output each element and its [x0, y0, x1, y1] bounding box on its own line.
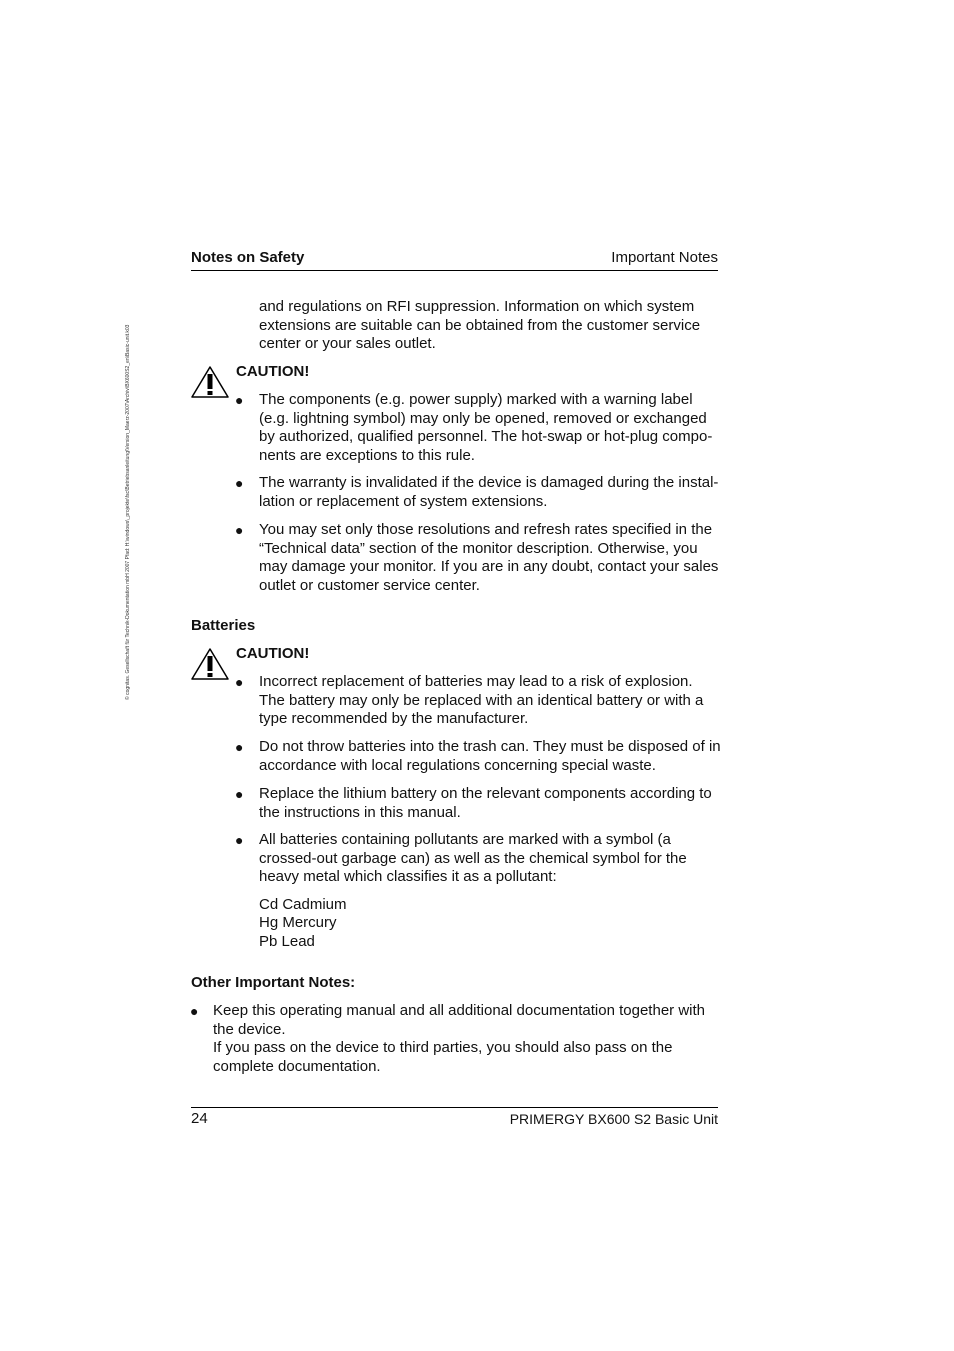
other-note-line2: If you pass on the device to third parties, you should also pass on the complete documentation.	[213, 1039, 673, 1075]
bullet-dot: ●	[235, 392, 244, 408]
bullet-dot: ●	[235, 522, 244, 538]
caution-item: The components (e.g. power supply) marked with a warning label (e.g. lightning symbol) may only be opened, removed or exchanged by authorized, qualified personnel. The hot-swap or hot-plug compo-nents are exceptions to this rule.	[259, 391, 713, 464]
caution-item: You may set only those resolutions and refresh rates specified in the “Technical data” section of the monitor description. Otherwise, you may damage your monitor. If you are in any doubt, contact your sales outlet or customer service center.	[259, 521, 719, 594]
other-note-line1: Keep this operating manual and all additional documentation together with the device.	[213, 1002, 705, 1038]
footer-rule	[191, 1107, 718, 1108]
caution-title: CAUTION!	[236, 645, 310, 662]
header-section-title: Notes on Safety	[191, 249, 305, 266]
bullet-dot: ●	[235, 786, 244, 802]
warning-triangle-icon	[190, 364, 230, 400]
metal-lead: Pb Lead	[259, 933, 315, 950]
header-chapter-title: Important Notes	[611, 249, 718, 266]
bullet-dot: ●	[235, 475, 244, 491]
warning-triangle-icon	[190, 646, 230, 682]
caution-item: The warranty is invalidated if the device is damaged during the instal-lation or replacement of system extensions.	[259, 474, 719, 510]
battery-item: All batteries containing pollutants are marked with a symbol (a crossed-out garbage can) as well as the chemical symbol for the heavy metal which classifies it as a pollutant:	[259, 831, 687, 885]
header-rule	[191, 270, 718, 271]
side-margin-path: © cognitas. Gesellschaft für Technik-Dokumentation mbH 2007 Pfad: H:\windows\_projekte\fsc\Betriebsanleitung\Version_Maerz-2007\Archiv\BX600S2_en\Basic-unit.k03	[125, 324, 131, 700]
metal-mercury: Hg Mercury	[259, 914, 337, 931]
bullet-dot: ●	[235, 739, 244, 755]
product-name: PRIMERGY BX600 S2 Basic Unit	[509, 1111, 718, 1127]
metal-cadmium: Cd Cadmium	[259, 896, 347, 913]
battery-item: Incorrect replacement of batteries may lead to a risk of explosion. The battery may only be replaced with an identical battery or with a type recommended by the manufacturer.	[259, 673, 704, 727]
intro-paragraph: and regulations on RFI suppression. Information on which system extensions are suitable can be obtained from the customer service center or your sales outlet.	[259, 298, 701, 352]
bullet-dot: ●	[235, 674, 244, 690]
other-notes-heading: Other Important Notes:	[191, 974, 356, 991]
page-number: 24	[191, 1110, 208, 1127]
battery-item: Do not throw batteries into the trash can. They must be disposed of in accordance with local regulations concerning special waste.	[259, 738, 721, 774]
bullet-dot: ●	[235, 832, 244, 848]
battery-item: Replace the lithium battery on the relevant components according to the instructions in this manual.	[259, 785, 712, 821]
batteries-heading: Batteries	[191, 617, 256, 634]
bullet-dot: ●	[190, 1003, 199, 1019]
caution-title: CAUTION!	[236, 363, 310, 380]
